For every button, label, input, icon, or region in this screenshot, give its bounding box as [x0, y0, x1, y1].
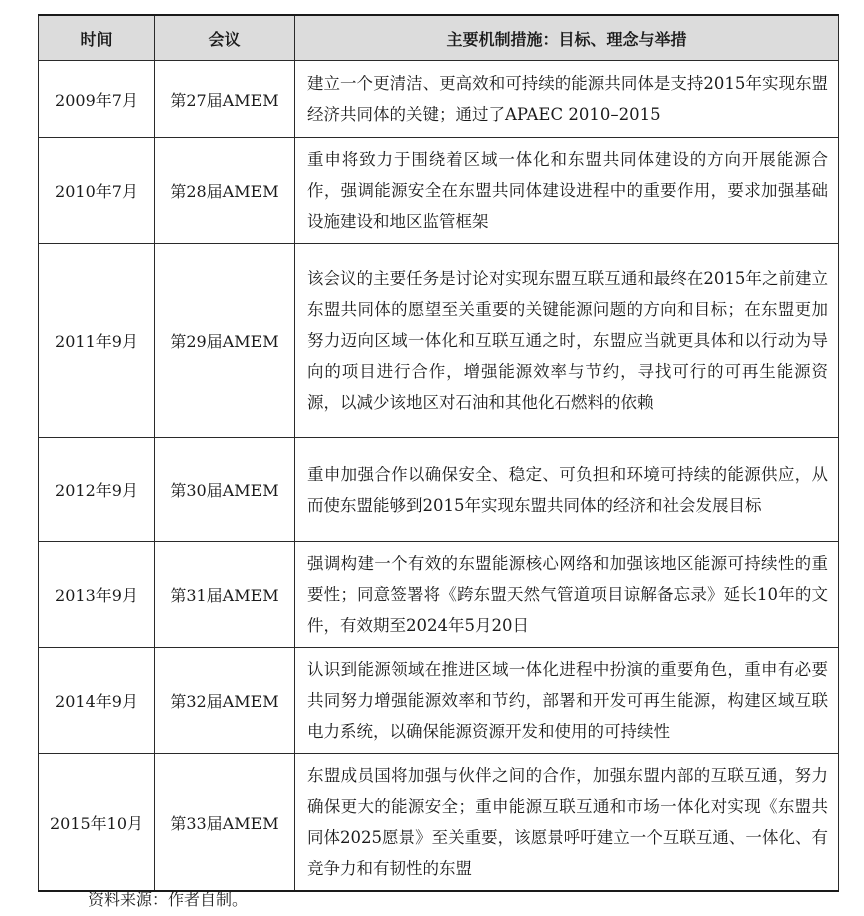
header-time: 时间	[39, 15, 155, 61]
meetings-table-container	[38, 14, 838, 892]
table-row	[39, 438, 839, 542]
cell-meeting: 第31届AMEM	[155, 542, 295, 648]
cell-measures: 重申加强合作以确保安全、稳定、可负担和环境可持续的能源供应，从而使东盟能够到2015年实现东盟共同体的经济和社会发展目标	[295, 438, 839, 542]
cell-meeting: 第27届AMEM	[155, 61, 295, 138]
source-note: 资料来源：作者自制。	[88, 890, 249, 909]
table-row	[39, 61, 839, 138]
cell-measures: 该会议的主要任务是讨论对实现东盟互联互通和最终在2015年之前建立东盟共同体的愿望至关重要的关键能源问题的方向和目标；在东盟更加努力迈向区域一体化和互联互通之时，东盟应当就更具体和以行动为导向的项目进行合作，增强能源效率与节约，寻找可行的可再生能源资源，以减少该地区对石油和其他化石燃料的依赖	[295, 244, 839, 438]
table-row	[39, 138, 839, 244]
cell-measures: 东盟成员国将加强与伙伴之间的合作，加强东盟内部的互联互通，努力确保更大的能源安全；重申能源互联互通和市场一体化对实现《东盟共同体2025愿景》至关重要，该愿景呼吁建立一个互联互通、一体化、有竞争力和有韧性的东盟	[295, 754, 839, 892]
cell-meeting: 第28届AMEM	[155, 138, 295, 244]
table-body	[39, 61, 839, 892]
cell-measures: 强调构建一个有效的东盟能源核心网络和加强该地区能源可持续性的重要性；同意签署将《跨东盟天然气管道项目谅解备忘录》延长10年的文件，有效期至2024年5月20日	[295, 542, 839, 648]
table-header	[39, 15, 839, 61]
cell-time: 2009年7月	[39, 61, 155, 138]
cell-measures: 建立一个更清洁、更高效和可持续的能源共同体是支持2015年实现东盟经济共同体的关键；通过了APAEC 2010–2015	[295, 61, 839, 138]
cell-time: 2011年9月	[39, 244, 155, 438]
header-meeting: 会议	[155, 15, 295, 61]
header-measures: 主要机制措施：目标、理念与举措	[295, 15, 839, 61]
cell-time: 2013年9月	[39, 542, 155, 648]
table-row	[39, 244, 839, 438]
cell-meeting: 第29届AMEM	[155, 244, 295, 438]
table-row	[39, 754, 839, 892]
header-row	[39, 15, 839, 61]
cell-measures: 认识到能源领域在推进区域一体化进程中扮演的重要角色，重申有必要共同努力增强能源效率和节约，部署和开发可再生能源，构建区域互联电力系统，以确保能源资源开发和使用的可持续性	[295, 648, 839, 754]
table-row	[39, 542, 839, 648]
cell-meeting: 第30届AMEM	[155, 438, 295, 542]
cell-time: 2015年10月	[39, 754, 155, 892]
cell-time: 2010年7月	[39, 138, 155, 244]
amem-meetings-table	[38, 14, 839, 892]
cell-time: 2012年9月	[39, 438, 155, 542]
cell-meeting: 第33届AMEM	[155, 754, 295, 892]
table-row	[39, 648, 839, 754]
cell-meeting: 第32届AMEM	[155, 648, 295, 754]
cell-measures: 重申将致力于围绕着区域一体化和东盟共同体建设的方向开展能源合作，强调能源安全在东盟共同体建设进程中的重要作用，要求加强基础设施建设和地区监管框架	[295, 138, 839, 244]
cell-time: 2014年9月	[39, 648, 155, 754]
